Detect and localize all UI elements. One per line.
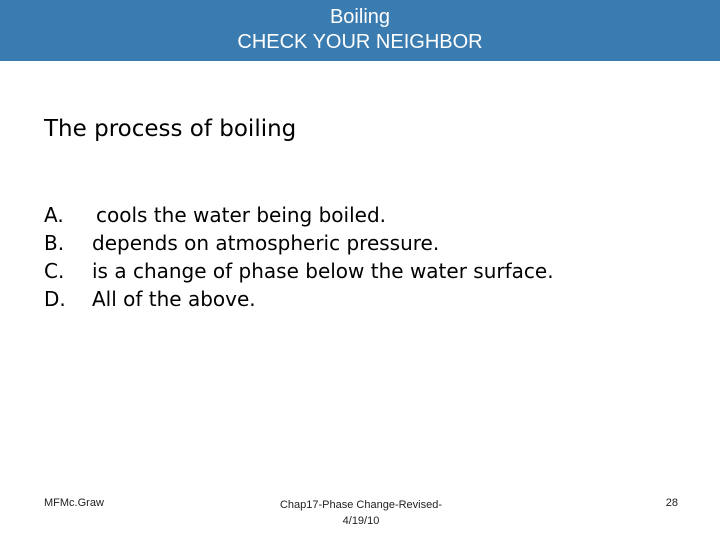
choice-letter: D.	[44, 287, 66, 311]
choice-text: cools the water being boiled.	[96, 203, 387, 227]
choice-letter: B.	[44, 231, 65, 255]
choice-c	[44, 257, 554, 285]
footer-page-number: 28	[665, 497, 678, 509]
choice-text: is a change of phase below the water surface.	[92, 259, 554, 283]
choice-text: depends on atmospheric pressure.	[92, 231, 440, 255]
question-text: The process of boiling	[44, 116, 297, 142]
footer-author: MFMc.Graw	[44, 497, 104, 509]
slide-subtitle: CHECK YOUR NEIGHBOR	[237, 31, 483, 53]
slide-title: Boiling	[329, 6, 391, 28]
footer-file-date: 4/19/10	[342, 515, 380, 527]
choice-a	[44, 201, 554, 229]
choice-b	[44, 229, 554, 257]
choice-d	[44, 285, 554, 313]
footer-file-name: Chap17-Phase Change-Revised-	[279, 499, 443, 511]
footer-file-info	[258, 497, 464, 529]
answer-choices-list	[44, 201, 554, 313]
choice-letter: C.	[44, 259, 65, 283]
slide-title-bar	[0, 0, 720, 61]
choice-letter: A.	[44, 203, 64, 227]
choice-text: All of the above.	[92, 287, 256, 311]
